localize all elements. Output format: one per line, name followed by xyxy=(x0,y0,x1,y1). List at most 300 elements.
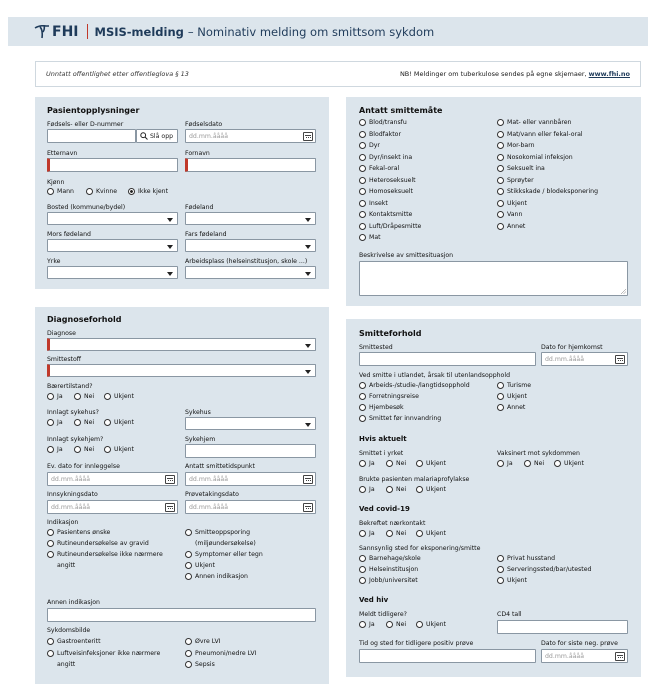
birthcountry-label: Fødeland xyxy=(185,204,214,211)
option-label: Annen indikasjon xyxy=(195,573,248,580)
transmission-option[interactable] xyxy=(359,154,412,161)
form-subtitle: – Nominativ melding om smittsom sykdom xyxy=(187,24,435,39)
option-label: Serveringssted/bar/utested xyxy=(507,566,592,573)
radio-circle xyxy=(497,188,504,195)
option-label: Pasientens ønske xyxy=(57,529,111,536)
radio-circle xyxy=(359,119,366,126)
radio-circle xyxy=(497,555,504,562)
radio-circle xyxy=(416,486,423,493)
radio-circle xyxy=(554,460,561,467)
option-label: Dyr xyxy=(369,142,380,149)
contact-no-radio[interactable] xyxy=(386,530,406,537)
radio-circle xyxy=(74,446,81,453)
radio-circle xyxy=(359,223,366,230)
picture-option[interactable] xyxy=(185,650,256,657)
option-label: Turisme xyxy=(507,382,532,389)
radio-circle xyxy=(359,415,366,422)
radio-circle xyxy=(359,621,366,628)
home-date-label: Dato for hjemkomst xyxy=(541,344,603,351)
contact-yes-radio[interactable] xyxy=(359,530,375,537)
option-label: Mat xyxy=(369,234,381,241)
radio-circle xyxy=(47,529,54,536)
option-label: Ukjent xyxy=(507,199,527,207)
mother-country-label: Mors fødeland xyxy=(47,231,91,238)
likely-option[interactable] xyxy=(359,566,418,573)
radio-circle xyxy=(359,577,366,584)
option-label: Smitteoppsporing xyxy=(195,529,251,536)
date-placeholder: dd.mm.åååå xyxy=(545,355,585,363)
likely-label: Sannsynlig sted for eksponering/smitte xyxy=(359,545,481,552)
transmission-option[interactable] xyxy=(359,165,399,172)
malaria-no-radio[interactable] xyxy=(386,486,406,493)
radio-circle xyxy=(47,188,54,195)
contact-unknown-radio[interactable] xyxy=(416,530,446,537)
lookup-button[interactable] xyxy=(136,129,178,143)
radio-circle xyxy=(74,393,81,400)
sub-date-input[interactable] xyxy=(47,500,178,514)
radio-circle xyxy=(47,638,54,645)
abroad-option[interactable] xyxy=(359,415,441,422)
workplace-select[interactable] xyxy=(185,266,316,279)
neg-date-label: Dato for siste neg. prøve xyxy=(541,640,618,647)
fnr-label: Fødsels- eller D-nummer xyxy=(47,121,124,128)
no-label: Nei xyxy=(396,621,407,628)
radio-circle xyxy=(497,165,504,172)
date-placeholder: dd.mm.åååå xyxy=(189,503,229,511)
radio-circle xyxy=(359,200,366,207)
radio-circle xyxy=(497,154,504,161)
transmission-option[interactable] xyxy=(359,131,401,138)
radio-circle xyxy=(47,446,54,453)
abroad-option[interactable] xyxy=(359,393,419,400)
unknown-label: Ukjent xyxy=(114,419,134,426)
reported-yes-radio[interactable] xyxy=(359,621,375,628)
radio-circle xyxy=(185,529,192,536)
yes-label: Ja xyxy=(369,486,375,493)
picture-option[interactable] xyxy=(185,661,215,668)
abroad-label: Ved smitte i utlandet, årsak til utenlandsopphold xyxy=(359,372,510,379)
transmission-option[interactable] xyxy=(359,119,407,126)
unknown-label: Ukjent xyxy=(426,621,446,628)
transmission-option[interactable] xyxy=(497,119,571,126)
sex-unknown-radio[interactable] xyxy=(128,188,168,195)
radio-circle xyxy=(359,460,366,467)
admit-date-label: Ev. dato for innleggelse xyxy=(47,463,120,470)
radio-circle xyxy=(497,393,504,400)
vacc-no-radio[interactable] xyxy=(524,460,544,467)
radio-circle xyxy=(497,566,504,573)
picture-label: Sykdomsbilde xyxy=(47,627,91,634)
lastname-label: Etternavn xyxy=(47,150,78,157)
option-label: Pneumoni/nedre LVI xyxy=(195,650,257,657)
option-label: Insekt xyxy=(369,199,388,207)
carrier-unknown-radio[interactable] xyxy=(104,393,134,400)
transmission-option[interactable] xyxy=(497,211,522,218)
mother-country-select[interactable] xyxy=(47,239,178,252)
workplace-label: Arbeidsplass (helseinstitusjon, skole ...) xyxy=(185,258,308,265)
calendar-icon[interactable] xyxy=(615,355,625,364)
cd4-label: CD4 tall xyxy=(497,611,522,618)
transmission-option[interactable] xyxy=(497,188,598,195)
picture-option[interactable] xyxy=(185,638,221,645)
option-label: Ukjent xyxy=(507,393,527,400)
option-label: Dyr/insekt ina xyxy=(369,153,413,161)
hospital-label: Sykehus xyxy=(185,409,211,416)
unknown-label: Ukjent xyxy=(564,460,584,467)
option-label: Smittet før innvandring xyxy=(369,415,442,422)
radio-circle xyxy=(524,460,531,467)
first-positive-input[interactable] xyxy=(359,649,536,663)
option-label: Blod/transfu xyxy=(369,119,407,126)
radio-circle xyxy=(86,188,93,195)
diagnosis-title: Diagnoseforhold xyxy=(47,315,122,324)
calendar-icon[interactable] xyxy=(615,652,625,661)
work-label: Smittet i yrket xyxy=(359,450,404,457)
radio-circle xyxy=(497,211,504,218)
birthcountry-select[interactable] xyxy=(185,212,316,225)
radio-circle xyxy=(359,154,366,161)
radio-circle xyxy=(416,530,423,537)
fhi-link[interactable]: www.fhi.no xyxy=(588,70,630,78)
radio-circle xyxy=(185,562,192,569)
sub-date-label: Innsykningsdato xyxy=(47,491,98,498)
transmission-option[interactable] xyxy=(359,177,416,184)
indication-option[interactable] xyxy=(185,551,263,558)
vacc-unknown-radio[interactable] xyxy=(554,460,584,467)
place-label: Smittested xyxy=(359,344,393,351)
sample-date-input[interactable] xyxy=(185,500,316,514)
no-label: Nei xyxy=(396,486,407,493)
radio-circle xyxy=(497,382,504,389)
work-yes-radio[interactable] xyxy=(359,460,375,467)
radio-circle xyxy=(386,486,393,493)
fhi-logo xyxy=(34,24,79,40)
yes-label: Ja xyxy=(57,393,63,400)
unknown-label: Ukjent xyxy=(426,530,446,537)
radio-circle xyxy=(359,555,366,562)
hiv-heading: Ved hiv xyxy=(359,596,389,604)
no-label: Nei xyxy=(84,393,95,400)
occupation-select[interactable] xyxy=(47,266,178,279)
option-label: Sepsis xyxy=(195,661,215,668)
diagnosis-select[interactable] xyxy=(47,338,316,351)
nursinghome-label: Sykehjem xyxy=(185,436,216,443)
radio-circle xyxy=(497,404,504,411)
dob-label: Fødselsdato xyxy=(185,121,223,128)
likely-option[interactable] xyxy=(359,555,421,562)
abroad-option[interactable] xyxy=(359,404,404,411)
sex-male-radio[interactable] xyxy=(47,188,74,195)
unknown-label: Ukjent xyxy=(426,460,446,467)
place-input[interactable] xyxy=(359,352,536,366)
sex-female-radio[interactable] xyxy=(86,188,117,195)
firstname-label: Fornavn xyxy=(185,150,210,157)
date-placeholder: dd.mm.åååå xyxy=(545,652,585,660)
header-bar xyxy=(8,17,648,46)
occupation-label: Yrke xyxy=(47,258,61,265)
hosp-unknown-radio[interactable] xyxy=(104,419,134,426)
no-label: Nei xyxy=(534,460,545,467)
vacc-label: Vaksinert mot sykdommen xyxy=(497,450,580,457)
no-label: Nei xyxy=(396,530,407,537)
option-label: Privat husstand xyxy=(507,555,556,562)
form-title: MSIS-melding xyxy=(94,24,184,39)
firstname-input[interactable] xyxy=(185,158,316,172)
search-icon xyxy=(140,132,148,140)
reported-label: Meldt tidligere? xyxy=(359,611,407,618)
other-indication-label: Annen indikasjon xyxy=(47,599,100,606)
option-label: Mat- eller vannbåren xyxy=(507,119,572,126)
patient-panel xyxy=(35,97,329,289)
radio-circle xyxy=(416,460,423,467)
unknown-label: Ukjent xyxy=(114,446,134,453)
transmission-option[interactable] xyxy=(497,131,583,138)
transmission-option[interactable] xyxy=(497,223,525,230)
hosp-label: Innlagt sykehus? xyxy=(47,409,99,416)
neg-date-input[interactable] xyxy=(541,649,628,663)
option-label: Mat/vann eller fekal-oral xyxy=(507,130,583,138)
lookup-label: Slå opp xyxy=(150,132,174,140)
radio-circle xyxy=(47,419,54,426)
nursing-unknown-radio[interactable] xyxy=(104,446,134,453)
vacc-yes-radio[interactable] xyxy=(497,460,513,467)
radio-circle xyxy=(359,142,366,149)
picture-option[interactable] xyxy=(47,638,101,645)
radio-circle xyxy=(104,419,111,426)
radio-circle xyxy=(497,200,504,207)
radio-circle xyxy=(185,551,192,558)
calendar-icon[interactable] xyxy=(303,475,313,484)
likely-option[interactable] xyxy=(497,566,591,573)
radio-circle xyxy=(47,650,54,657)
option-label: Kontaktsmitte xyxy=(369,211,413,218)
transmission-option[interactable] xyxy=(359,234,381,241)
option-label: Rutineundersøkelse av gravid xyxy=(57,540,149,547)
carrier-yes-radio[interactable] xyxy=(47,393,63,400)
calendar-icon[interactable] xyxy=(303,132,313,141)
option-label: Ukjent xyxy=(195,562,215,569)
option-label: Luft/Dråpesmitte xyxy=(369,222,422,230)
option-label: Fekal-oral xyxy=(369,165,400,172)
radio-circle xyxy=(359,486,366,493)
no-label: Nei xyxy=(84,446,95,453)
home-date-input[interactable] xyxy=(541,352,628,366)
abroad-option[interactable] xyxy=(497,393,527,400)
abroad-option[interactable] xyxy=(497,404,525,411)
option-label: Heteroseksuelt xyxy=(369,176,416,184)
radio-circle xyxy=(104,446,111,453)
carrier-no-radio[interactable] xyxy=(74,393,94,400)
radio-circle xyxy=(185,573,192,580)
radio-circle xyxy=(359,530,366,537)
radio-circle xyxy=(359,393,366,400)
radio-circle xyxy=(497,131,504,138)
radio-circle xyxy=(359,566,366,573)
option-label: Barnehage/skole xyxy=(369,555,421,562)
yes-label: Ja xyxy=(507,460,513,467)
indication-option[interactable] xyxy=(185,573,248,580)
transmission-option[interactable] xyxy=(497,177,534,184)
infection-date-input[interactable] xyxy=(185,472,316,486)
option-label: Arbeids-/studie-/langtidsopphold xyxy=(369,382,470,389)
agent-label: Smittestoff xyxy=(47,356,82,363)
option-label: Annet xyxy=(507,222,526,230)
hospital-select[interactable] xyxy=(185,417,316,430)
hosp-no-radio[interactable] xyxy=(74,419,94,426)
option-label: Ukjent xyxy=(507,577,527,584)
transmission-option[interactable] xyxy=(359,188,413,195)
first-positive-label: Tid og sted for tidligere positiv prøve xyxy=(359,640,474,647)
father-country-select[interactable] xyxy=(185,239,316,252)
patient-title: Pasientopplysninger xyxy=(47,106,140,115)
option-label: Vann xyxy=(507,211,523,218)
agent-select[interactable] xyxy=(47,364,316,377)
header-divider xyxy=(87,24,88,39)
option-label: Gastroenteritt xyxy=(57,638,101,645)
work-no-radio[interactable] xyxy=(386,460,406,467)
sex-label: Kjønn xyxy=(47,179,65,186)
logo-text: FHI xyxy=(52,23,79,40)
yes-label: Ja xyxy=(369,530,375,537)
likely-option[interactable] xyxy=(497,555,555,562)
radio-circle xyxy=(497,177,504,184)
transmission-option[interactable] xyxy=(497,142,535,149)
transmission-option[interactable] xyxy=(497,165,545,172)
radio-circle xyxy=(359,131,366,138)
unknown-label: Ukjent xyxy=(114,393,134,400)
radio-circle xyxy=(74,419,81,426)
radio-circle xyxy=(185,650,192,657)
sample-date-label: Prøvetakingsdato xyxy=(185,491,239,498)
option-label: Sprøyter xyxy=(507,176,534,184)
yes-label: Ja xyxy=(369,460,375,467)
option-label: Hjembesøk xyxy=(369,404,404,411)
radio-circle xyxy=(359,211,366,218)
date-placeholder: dd.mm.åååå xyxy=(51,503,91,511)
picture-option[interactable] xyxy=(47,650,160,657)
transmission-desc-label: Beskrivelse av smittesituasjon xyxy=(359,252,454,259)
sex-option: Mann xyxy=(57,188,74,195)
indication-option[interactable] xyxy=(47,529,110,536)
indication-option[interactable] xyxy=(47,540,149,547)
transmission-desc-textarea[interactable] xyxy=(359,261,628,296)
lastname-input[interactable] xyxy=(47,158,178,172)
radio-circle xyxy=(497,577,504,584)
radio-circle xyxy=(47,393,54,400)
radio-circle xyxy=(359,404,366,411)
indication-option[interactable] xyxy=(185,529,250,536)
option-label-cont: angitt xyxy=(57,661,76,668)
nursing-yes-radio[interactable] xyxy=(47,446,63,453)
option-label: Stikkskade / blodeksponering xyxy=(507,188,599,195)
nursing-no-radio[interactable] xyxy=(74,446,94,453)
unknown-label: Ukjent xyxy=(426,486,446,493)
residence-label: Bosted (kommune/bydel) xyxy=(47,204,126,211)
yes-label: Ja xyxy=(57,446,63,453)
transmission-option[interactable] xyxy=(359,142,380,149)
option-label: Blodfaktor xyxy=(369,130,401,138)
transmission-option[interactable] xyxy=(359,223,421,230)
tb-note-text: NB! Meldinger om tuberkulose sendes på egne skjemaer, xyxy=(399,70,589,78)
option-label: Forretningsreise xyxy=(369,393,419,400)
nursing-label: Innlagt sykehjem? xyxy=(47,436,104,443)
malaria-label: Brukte pasienten malariaprofylakse xyxy=(359,476,470,483)
option-label: Helseinstitusjon xyxy=(369,566,419,573)
confidential-note: Unntatt offentlighet etter offentleglova § 13 xyxy=(46,70,189,78)
relevant-heading: Hvis aktuelt xyxy=(359,435,407,443)
fnr-input[interactable] xyxy=(47,129,136,143)
malaria-unknown-radio[interactable] xyxy=(416,486,446,493)
radio-circle xyxy=(47,540,54,547)
yes-label: Ja xyxy=(57,419,63,426)
cd4-input[interactable] xyxy=(497,620,628,634)
covid-heading: Ved covid-19 xyxy=(359,505,410,513)
no-label: Nei xyxy=(84,419,95,426)
option-label: Annet xyxy=(507,404,526,411)
calendar-icon[interactable] xyxy=(165,503,175,512)
abroad-option[interactable] xyxy=(497,382,531,389)
yes-label: Ja xyxy=(369,621,375,628)
abroad-option[interactable] xyxy=(359,382,470,389)
smitte-panel xyxy=(346,319,641,677)
residence-select[interactable] xyxy=(47,212,178,225)
indication-option[interactable] xyxy=(185,562,215,569)
other-indication-input[interactable] xyxy=(47,608,316,622)
reported-no-radio[interactable] xyxy=(386,621,406,628)
malaria-yes-radio[interactable] xyxy=(359,486,375,493)
calendar-icon[interactable] xyxy=(165,475,175,484)
transmission-option[interactable] xyxy=(497,154,573,161)
date-placeholder: dd.mm.åååå xyxy=(189,475,229,483)
option-label-cont: (miljøundersøkelse) xyxy=(195,540,256,547)
dob-placeholder: dd.mm.åååå xyxy=(189,132,229,140)
likely-option[interactable] xyxy=(359,577,418,584)
transmission-option[interactable] xyxy=(497,200,527,207)
radio-circle xyxy=(359,382,366,389)
option-label: Luftveisinfeksjoner ikke nærmere xyxy=(57,650,161,657)
option-label-cont: angitt xyxy=(57,562,76,569)
no-label: Nei xyxy=(396,460,407,467)
transmission-title: Antatt smittemåte xyxy=(359,106,443,115)
radio-circle xyxy=(359,234,366,241)
smitte-title: Smitteforhold xyxy=(359,329,422,338)
radio-circle xyxy=(497,223,504,230)
calendar-icon[interactable] xyxy=(303,503,313,512)
option-label: Øvre LVI xyxy=(195,638,221,645)
transmission-option[interactable] xyxy=(359,200,388,207)
option-label: Symptomer eller tegn xyxy=(195,551,263,558)
option-label: Mor-barn xyxy=(507,142,535,149)
work-unknown-radio[interactable] xyxy=(416,460,446,467)
option-label: Nosokomial infeksjon xyxy=(507,153,573,161)
likely-option[interactable] xyxy=(497,577,527,584)
radio-circle xyxy=(497,119,504,126)
radio-circle xyxy=(386,621,393,628)
radio-circle xyxy=(386,530,393,537)
dob-input[interactable] xyxy=(185,129,316,143)
radio-circle xyxy=(416,621,423,628)
radio-circle xyxy=(104,393,111,400)
radio-circle xyxy=(359,177,366,184)
hosp-yes-radio[interactable] xyxy=(47,419,63,426)
admit-date-input[interactable] xyxy=(47,472,178,486)
transmission-option[interactable] xyxy=(359,211,412,218)
reported-unknown-radio[interactable] xyxy=(416,621,446,628)
sex-option: Kvinne xyxy=(96,188,118,195)
indication-option[interactable] xyxy=(47,551,163,558)
nursinghome-input[interactable] xyxy=(185,444,316,458)
indication-label: Indikasjon xyxy=(47,519,79,526)
